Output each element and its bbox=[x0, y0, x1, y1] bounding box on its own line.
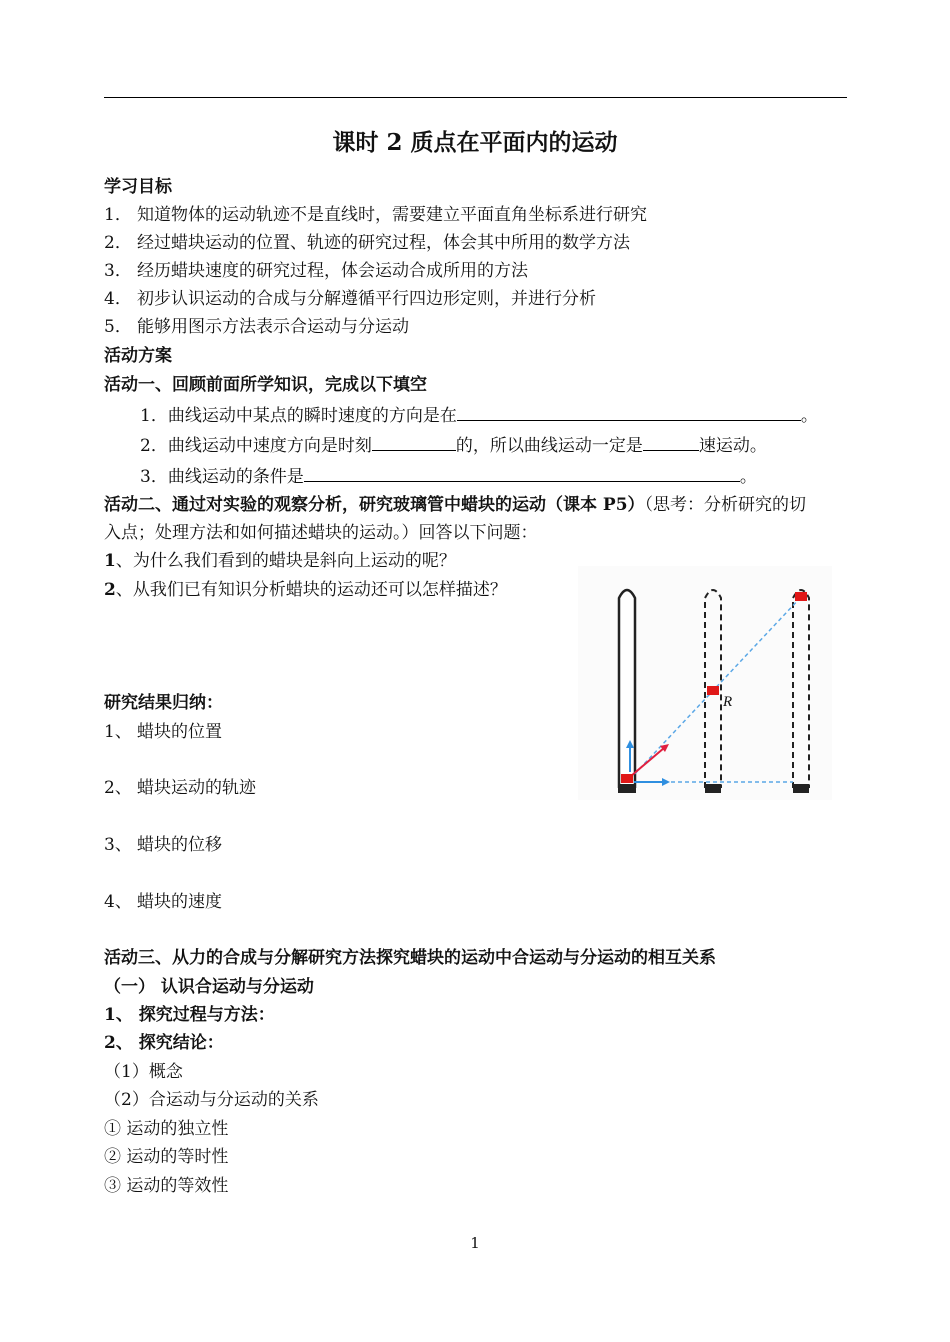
objective-num: 5． bbox=[104, 317, 132, 337]
answer-blank[interactable] bbox=[304, 463, 740, 482]
result-text: 蜡块的位置 bbox=[137, 722, 222, 742]
activity3-subheading: （一） 认识合运动与分运动 bbox=[104, 977, 314, 997]
question-text: 1．曲线运动中某点的瞬时速度的方向是在 bbox=[140, 406, 457, 426]
answer-blank[interactable] bbox=[372, 432, 456, 451]
plan-heading: 活动方案 bbox=[104, 346, 172, 366]
question-num: 1 bbox=[104, 551, 116, 571]
activity1-heading: 活动一、回顾前面所学知识，完成以下填空 bbox=[104, 375, 427, 395]
inquiry-conclusion: 2、 探究结论： bbox=[104, 1033, 224, 1053]
question-num: 2 bbox=[104, 580, 116, 600]
objectives-heading: 学习目标 bbox=[104, 177, 172, 197]
question-text: 的，所以曲线运动一定是 bbox=[455, 436, 643, 456]
result-item bbox=[104, 721, 222, 743]
fill-question-3 bbox=[140, 463, 757, 488]
objective-text: 能够用图示方法表示合运动与分运动 bbox=[137, 317, 409, 337]
question-text: 、从我们已有知识分析蜡块的运动还可以怎样描述？ bbox=[115, 580, 507, 600]
objective-text: 初步认识运动的合成与分解遵循平行四边形定则，并进行分析 bbox=[137, 289, 596, 309]
question-text: 2．曲线运动中速度方向是时刻 bbox=[140, 436, 372, 456]
arrowhead bbox=[662, 778, 670, 786]
objective-item bbox=[104, 204, 647, 226]
tube-diagram bbox=[578, 566, 832, 800]
result-item bbox=[104, 891, 222, 913]
wax-block bbox=[621, 774, 633, 783]
activity2-heading-bold: 活动二、通过对实验的观察分析，研究玻璃管中蜡块的运动（课本 P5） bbox=[104, 495, 645, 515]
question-text: 3．曲线运动的条件是 bbox=[140, 467, 304, 487]
fill-question-1 bbox=[140, 402, 818, 427]
activity2-heading-cont: 入点；处理方法和如何描述蜡块的运动。）回答以下问题： bbox=[104, 523, 538, 543]
inquiry-process: 1、 探究过程与方法： bbox=[104, 1005, 275, 1025]
figure-label-r: R bbox=[723, 694, 733, 710]
glass-tube-end bbox=[793, 590, 809, 788]
fill-question-2 bbox=[140, 432, 767, 457]
activity3-heading: 活动三、从力的合成与分解研究方法探究蜡块的运动中合运动与分运动的相互关系 bbox=[104, 948, 716, 968]
result-num: 3、 bbox=[104, 835, 132, 855]
property-item: ③ 运动的等效性 bbox=[104, 1176, 229, 1196]
page-title: 课时 2 质点在平面内的运动 bbox=[332, 129, 618, 156]
objective-num: 2． bbox=[104, 233, 132, 253]
result-num: 1、 bbox=[104, 722, 132, 742]
relation-label: （2）合运动与分运动的关系 bbox=[104, 1090, 319, 1110]
property-item: ② 运动的等时性 bbox=[104, 1147, 229, 1167]
wax-block bbox=[707, 686, 719, 695]
glass-tube-start bbox=[619, 590, 635, 788]
objective-item bbox=[104, 260, 528, 282]
objective-num: 1． bbox=[104, 205, 132, 225]
question-end: 。 bbox=[800, 406, 818, 426]
activity2-heading bbox=[104, 494, 806, 516]
objective-item bbox=[104, 288, 596, 310]
activity2-heading-note: （思考：分析研究的切 bbox=[644, 495, 807, 515]
result-num: 2、 bbox=[104, 778, 132, 798]
question-text: 速运动。 bbox=[698, 436, 767, 456]
objective-num: 4． bbox=[104, 289, 132, 309]
question-text: 、为什么我们看到的蜡块是斜向上运动的呢？ bbox=[115, 551, 456, 571]
objective-text: 经过蜡块运动的位置、轨迹的研究过程，体会其中所用的数学方法 bbox=[137, 233, 630, 253]
tube-stopper bbox=[618, 784, 636, 793]
answer-blank[interactable] bbox=[457, 402, 801, 421]
objective-num: 3． bbox=[104, 261, 132, 281]
result-num: 4、 bbox=[104, 892, 132, 912]
activity2-question-1 bbox=[104, 550, 456, 572]
result-text: 蜡块的位移 bbox=[137, 835, 222, 855]
result-text: 蜡块的速度 bbox=[137, 892, 222, 912]
result-text: 蜡块运动的轨迹 bbox=[137, 778, 256, 798]
summary-heading: 研究结果归纳： bbox=[104, 693, 223, 713]
tube-stopper bbox=[793, 784, 809, 793]
wax-block-experiment-figure bbox=[578, 566, 832, 800]
concept-label: （1）概念 bbox=[104, 1062, 183, 1082]
tube-stopper bbox=[705, 784, 721, 793]
objective-text: 知道物体的运动轨迹不是直线时，需要建立平面直角坐标系进行研究 bbox=[137, 205, 647, 225]
answer-blank[interactable] bbox=[643, 432, 699, 451]
activity2-question-2 bbox=[104, 579, 507, 601]
page-number: 1 bbox=[470, 1234, 480, 1252]
result-item bbox=[104, 777, 256, 799]
objective-text: 经历蜡块速度的研究过程，体会运动合成所用的方法 bbox=[137, 261, 528, 281]
result-item bbox=[104, 834, 222, 856]
header-rule bbox=[104, 97, 847, 98]
question-end: 。 bbox=[739, 467, 757, 487]
objective-item bbox=[104, 232, 630, 254]
objective-item bbox=[104, 316, 409, 338]
property-item: ① 运动的独立性 bbox=[104, 1119, 229, 1139]
wax-block bbox=[795, 592, 807, 601]
